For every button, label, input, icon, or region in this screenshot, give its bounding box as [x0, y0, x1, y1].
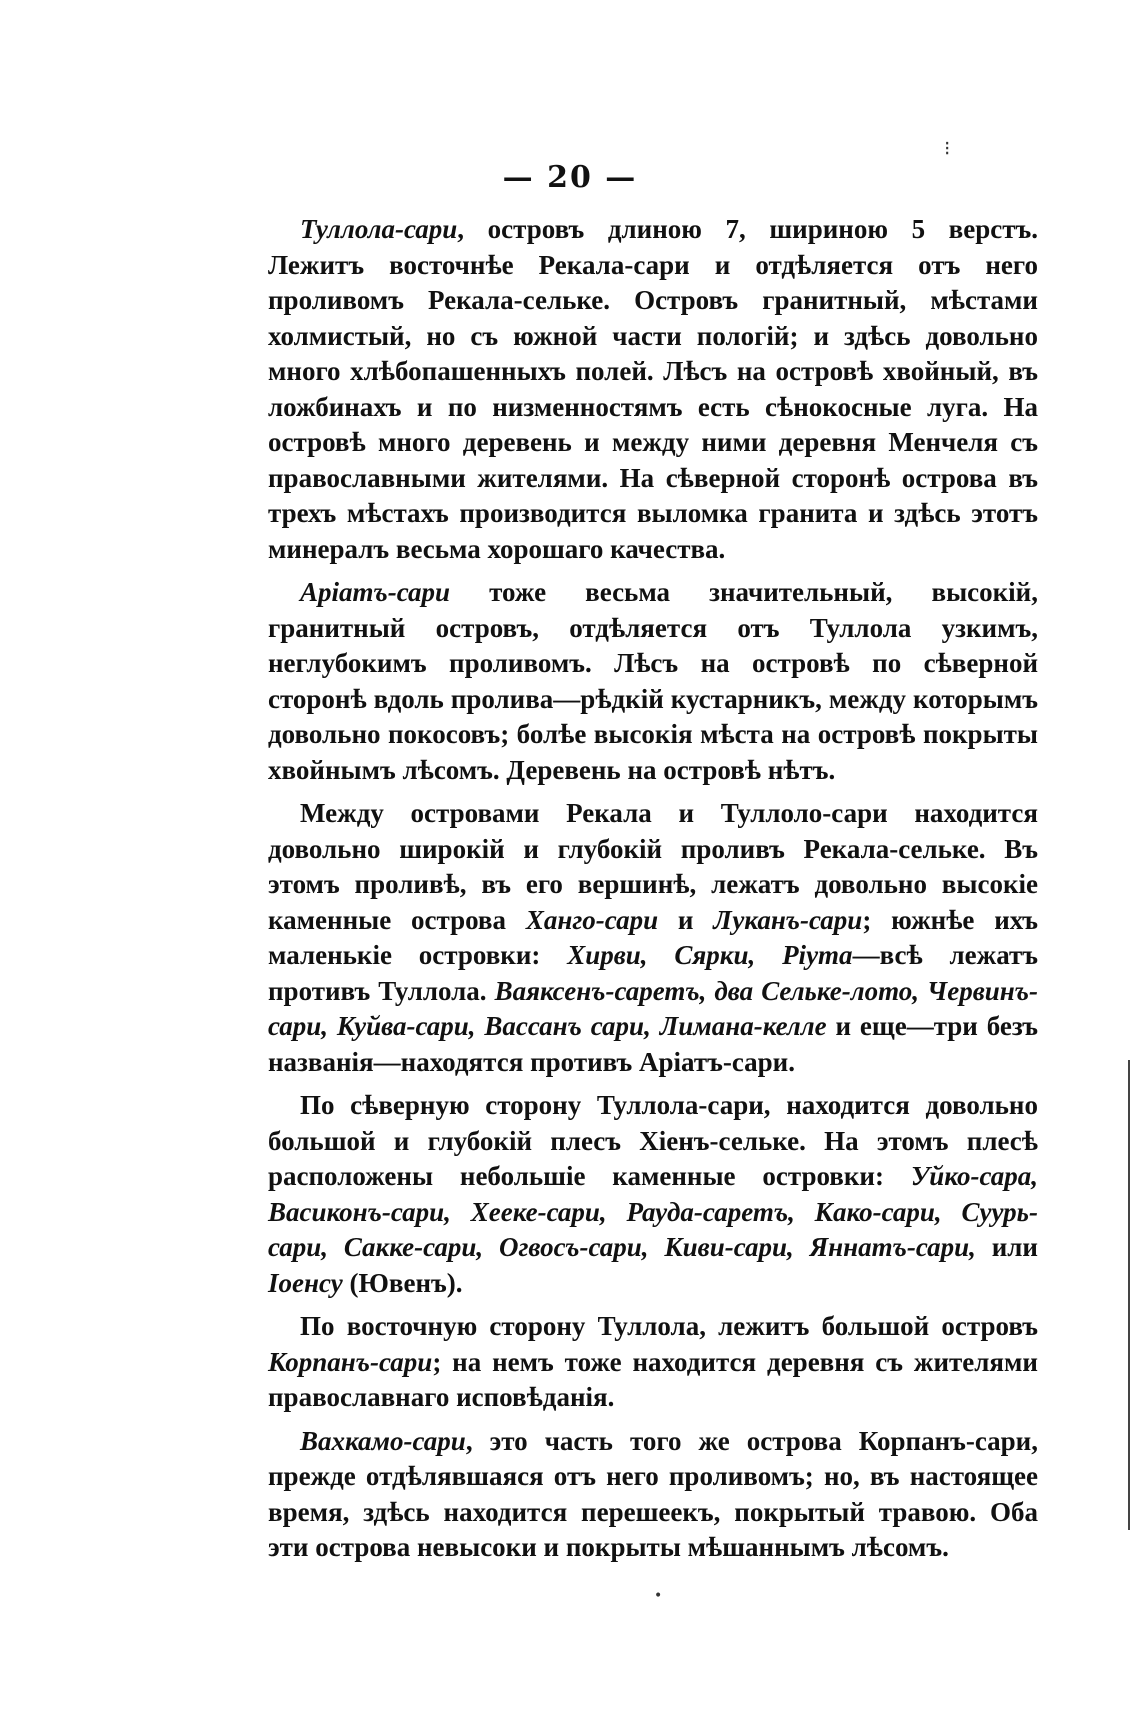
italic-place-name: Уйко-сара, Васиконъ-сари, Хееке-сари, Рауда-саретъ, Како-сари, Суурь-сари, Сакке-сари, Огвосъ-сари, Киви-сари, Яннатъ-сари, — [268, 1161, 1038, 1262]
paragraph-text: По сѣверную сторону Туллола-сари, находится довольно большой и глубокій плесъ Хіенъ-сельке. На этомъ плесѣ расположены небольшіе каменные островки: — [268, 1090, 1038, 1191]
paragraph — [268, 1309, 1038, 1416]
paragraph-text: ; на немъ тоже находится деревня съ жителями православнаго исповѣданія. — [268, 1346, 1038, 1412]
paragraph-text: (Ювенъ). — [342, 1267, 463, 1298]
text-body — [268, 212, 1038, 1574]
paragraph-text: и — [658, 904, 714, 935]
italic-place-name: Ваяксенъ-саретъ, два Сельке-лото, Червинъ-сари, Куйва-сари, Вассанъ сари, Лимана-келле — [268, 975, 1038, 1041]
italic-place-name: Корпанъ-сари — [268, 1346, 433, 1377]
paragraph — [268, 212, 1038, 567]
paragraph-text: —всѣ лежатъ противъ Туллола. — [268, 940, 1038, 1006]
right-edge-rule — [1128, 1060, 1130, 1530]
italic-place-name: Аріатъ-сари — [300, 577, 451, 607]
page-number: — 20 — — [502, 160, 638, 195]
paragraph — [268, 1088, 1038, 1301]
paragraph-text: , островъ длиною 7, шириною 5 верстъ. Лежитъ восточнѣе Рекала-сари и отдѣляется отъ него проливомъ Рекала-сельке. Островъ гранитный, мѣстами холмистый, но съ южной части пологій; и здѣсь довольно много хлѣбопашенныхъ полей. Лѣсъ на островѣ хвойный, въ ложбинахъ и по низменностямъ есть сѣнокосные луга. На островѣ много деревень и между ними деревня Менчеля съ православными жителями. На сѣверной сторонѣ острова въ трехъ мѣстахъ производится выломка гранита и здѣсь этотъ минералъ весьма хорошаго качества. — [268, 214, 1038, 564]
paragraph — [268, 796, 1038, 1080]
italic-place-name: Хирви, Сярки, Ріута — [567, 940, 853, 970]
italic-place-name: Іоенсу — [268, 1267, 343, 1298]
paragraph — [268, 1424, 1038, 1566]
paragraph-text: или — [975, 1232, 1038, 1262]
paragraph — [268, 575, 1038, 788]
paragraph-text: ; южнѣе ихъ маленькіе островки: — [268, 904, 1038, 970]
italic-place-name: Вахкамо-сари — [300, 1425, 466, 1456]
italic-place-name: Ханго-сари — [525, 904, 659, 935]
margin-mark: ⁝ — [944, 136, 951, 160]
page-speck: • — [654, 1588, 663, 1604]
paragraph-text: , это часть того же острова Корпанъ-сари, прежде отдѣлявшаяся отъ него проливомъ; но, въ настоящее время, здѣсь находится перешеекъ, покрытый травою. Оба эти острова невысоки и покрыты мѣшаннымъ лѣсомъ. — [268, 1425, 1038, 1562]
paragraph-text: и еще—три безъ названія—находятся противъ Аріатъ-сари. — [268, 1011, 1038, 1077]
italic-place-name: Туллола-сари — [300, 214, 458, 244]
paragraph-text: По восточную сторону Туллола, лежитъ большой островъ — [300, 1311, 1038, 1341]
paragraph-text: Между островами Рекала и Туллоло-сари находится довольно широкій и глубокій проливъ Рекала-сельке. Въ этомъ проливѣ, въ его вершинѣ, лежатъ довольно высокіе каменные острова — [268, 798, 1038, 935]
paragraph-text: тоже весьма значительный, высокій, гранитный островъ, отдѣляется отъ Туллола узкимъ, неглубокимъ проливомъ. Лѣсъ на островѣ по сѣверной сторонѣ вдоль пролива—рѣдкій кустарникъ, между которымъ довольно покосовъ; болѣе высокія мѣста на островѣ покрыты хвойнымъ лѣсомъ. Деревень на островѣ нѣтъ. — [268, 577, 1038, 785]
italic-place-name: Луканъ-сари — [713, 904, 863, 935]
